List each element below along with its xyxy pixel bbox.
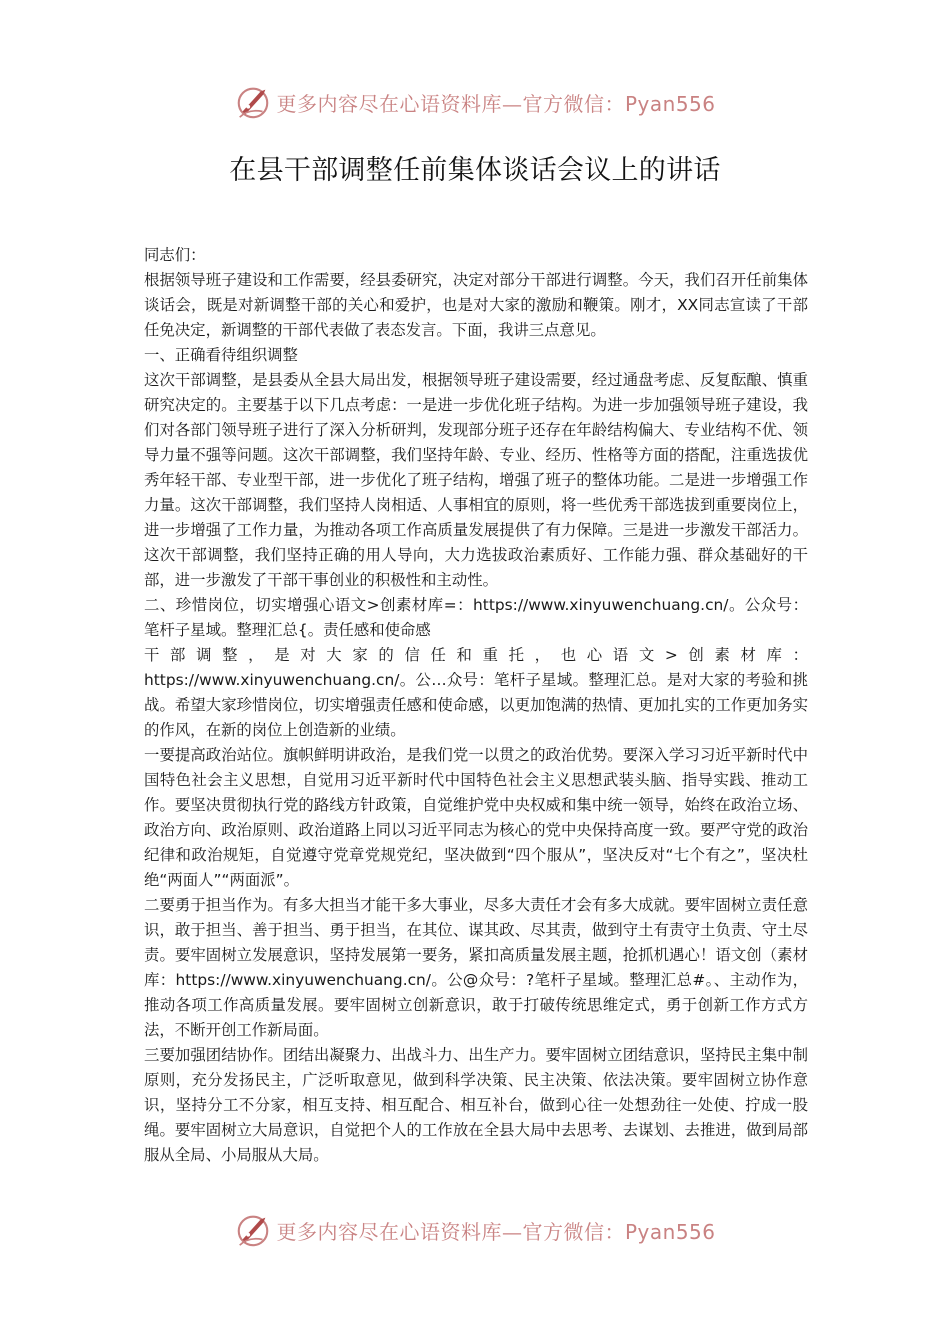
body-paragraph: 三要加强团结协作。团结出凝聚力、出战斗力、出生产力。要牢固树立团结意识，坚持民主集中制原则，充分发扬民主，广泛听取意见，做到科学决策、民主决策、依法决策。要牢固树立协作意识，坚持分工不分家，相互支持、相互配合、相互补台，做到心往一处想劲往一处使、拧成一股绳。要牢固树立大局意识，自觉把个人的工作放在全县大局中去思考、去谋划、去推进，做到局部服从全局、小局服从大局。	[144, 1046, 808, 1164]
section-heading: 一、正确看待组织调整	[144, 346, 298, 364]
body-paragraph: 根据领导班子建设和工作需要，经县委研究，决定对部分干部进行调整。今天，我们召开任前集体谈话会，既是对新调整干部的关心和爱护，也是对大家的激励和鞭策。刚才，XX同志宣读了干部任免决定，新调整的干部代表做了表态发言。下面，我讲三点意见。	[144, 271, 808, 339]
salutation: 同志们：	[144, 246, 206, 264]
body-paragraph: 二要勇于担当作为。有多大担当才能干多大事业，尽多大责任才会有多大成就。要牢固树立责任意识，敢于担当、善于担当、勇于担当，在其位、谋其政、尽其责，做到守土有责守土负责、守土尽责。要牢固树立发展意识，坚持发展第一要务，紧扣高质量发展主题，抢抓机遇心！语文创（素材库：https://www.xinyuwenchuang.cn/。公@众号：?笔杆子星域。整理汇总#。、主动作为，推动各项工作高质量发展。要牢固树立创新意识，敢于打破传统思维定式，勇于创新工作方式方法，不断开创工作新局面。	[144, 896, 808, 1039]
document-body	[144, 243, 808, 1168]
body-paragraph: 干部调整，是对大家的信任和重托，也心语文>创素材库：https://www.xinyuwenchuang.cn/。公…众号：笔杆子星域。整理汇总。是对大家的考验和挑战。希望大家珍惜岗位，切实增强责任感和使命感，以更加饱满的热情、更加扎实的工作更加务实的作风，在新的岗位上创造新的业绩。	[144, 646, 808, 739]
section-heading: 二、珍惜岗位，切实增强心语文>创素材库=：https://www.xinyuwenchuang.cn/。公众号：笔杆子星域。整理汇总{。责任感和使命感	[144, 596, 808, 639]
body-paragraph: 这次干部调整，是县委从全县大局出发，根据领导班子建设需要，经过通盘考虑、反复酝酿、慎重研究决定的。主要基于以下几点考虑：一是进一步优化班子结构。为进一步加强领导班子建设，我们对各部门领导班子进行了深入分析研判，发现部分班子还存在年龄结构偏大、专业结构不优、领导力量不强等问题。这次干部调整，我们坚持年龄、专业、经历、性格等方面的搭配，注重选拔优秀年轻干部、专业型干部，进一步优化了班子结构，增强了班子的整体功能。二是进一步增强工作力量。这次干部调整，我们坚持人岗相适、人事相宜的原则，将一些优秀干部选拔到重要岗位上，进一步增强了工作力量，为推动各项工作高质量发展提供了有力保障。三是进一步激发干部活力。这次干部调整，我们坚持正确的用人导向，大力选拔政治素质好、工作能力强、群众基础好的干部，进一步激发了干部干事创业的积极性和主动性。	[144, 371, 808, 589]
body-paragraph: 一要提高政治站位。旗帜鲜明讲政治，是我们党一以贯之的政治优势。要深入学习习近平新时代中国特色社会主义思想，自觉用习近平新时代中国特色社会主义思想武装头脑、指导实践、推动工作。要坚决贯彻执行党的路线方针政策，自觉维护党中央权威和集中统一领导，始终在政治立场、政治方向、政治原则、政治道路上同以习近平同志为核心的党中央保持高度一致。要严守党的政治纪律和政治规矩，自觉遵守党章党规党纪，坚决做到“四个服从”，坚决反对“七个有之”，坚决杜绝“两面人”“两面派”。	[144, 746, 808, 889]
bottom-watermark-banner	[0, 1208, 950, 1252]
document-title: 在县干部调整任前集体谈话会议上的讲话	[229, 155, 721, 186]
wechat-id: Pyan556	[624, 1219, 716, 1244]
top-watermark-banner	[0, 80, 950, 124]
pen-quill-circle-icon	[234, 1211, 272, 1249]
watermark-text: 更多内容尽在心语资料库—官方微信：Pyan556	[276, 1219, 716, 1244]
pen-quill-circle-icon	[234, 83, 272, 121]
watermark-text: 更多内容尽在心语资料库—官方微信：Pyan556	[276, 91, 716, 116]
wechat-id: Pyan556	[624, 91, 716, 116]
